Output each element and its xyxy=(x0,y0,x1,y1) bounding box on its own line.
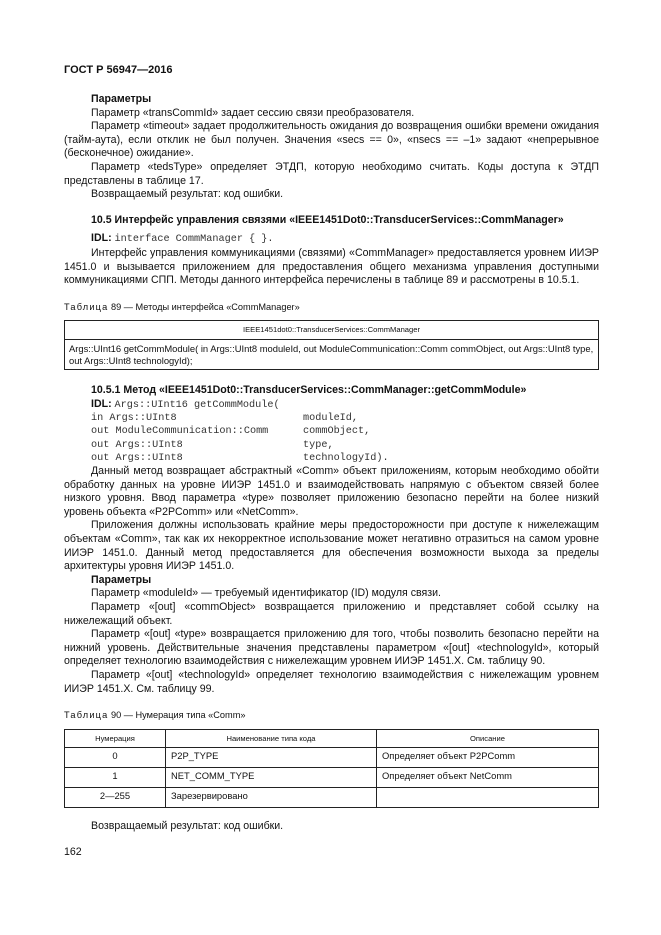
table-89 xyxy=(64,320,599,370)
idl-label: IDL: xyxy=(91,397,112,410)
code-param-type: out Args::UInt8 xyxy=(91,439,183,451)
page-number: 162 xyxy=(64,846,82,858)
paragraph-moduleid: Параметр «moduleId» — требуемый идентификатор (ID) модуля связи. xyxy=(91,587,441,600)
paragraph-commobject: Параметр «[out] «commObject» возвращается приложению и представляет собой ссылку на нижележащий объект. xyxy=(64,601,599,627)
cell-type-name: P2P_TYPE xyxy=(166,748,377,768)
paragraph-commmanager-desc: Интерфейс управления коммуникациями (связями) «CommManager» предоставляется уровнем ИИЭР 1451.0 и вызывается приложением для предоставления общего механизма управления доступными коммуникациями СПП. Методы данного интерфейса перечислены в таблице 89 и рассмотрены в 10.5.1. xyxy=(64,246,599,287)
code-line xyxy=(91,425,599,438)
code-line xyxy=(91,439,599,452)
table-89-header: IEEE1451dot0::TransducerServices::CommManager xyxy=(65,321,599,340)
table-90-caption-label: Таблица xyxy=(64,710,109,721)
table-89-cell: Args::UInt16 getCommModule( in Args::UInt8 moduleId, out ModuleCommunication::Comm commObject, out Args::UInt8 type, out Args::UInt8 technologyId); xyxy=(65,339,599,369)
column-header-type-name: Наименование типа кода xyxy=(166,729,377,748)
cell-type-name: Зарезервировано xyxy=(166,788,377,808)
code-param-type: out ModuleCommunication::Comm xyxy=(91,426,269,438)
code-line xyxy=(91,452,599,465)
table-90 xyxy=(64,729,599,809)
paragraph-method-desc: Данный метод возвращает абстрактный «Comm» объект приложениям, которым необходимо обойти обработку данных на уровне ИИЭР 1451.0 и взаимодействовать напрямую с объектом связей более низкого уровня. Ввод параметра «type» позволяет приложению безопасно перейти на более низкий уровень объекта «P2PComm» или «NetComm». xyxy=(64,465,599,518)
cell-description xyxy=(377,788,599,808)
table-row xyxy=(65,339,599,369)
cell-type-name: NET_COMM_TYPE xyxy=(166,768,377,788)
table-89-caption-text: 89 — Методы интерфейса «CommManager» xyxy=(111,301,300,312)
table-90-caption xyxy=(64,709,599,723)
idl-line-commmanager xyxy=(64,232,599,247)
code-param-type: in Args::UInt8 xyxy=(91,413,177,425)
table-89-caption-label: Таблица xyxy=(64,301,109,312)
page-content xyxy=(64,93,599,834)
table-89-caption xyxy=(64,301,599,315)
paragraph-return-value: Возвращаемый результат: код ошибки. xyxy=(91,188,284,201)
code-param-type: out Args::UInt8 xyxy=(91,452,183,464)
idl-line-getcommmodule xyxy=(64,398,599,413)
section-10-5-1-title: 10.5.1 Метод «IEEE1451Dot0::TransducerServices::CommManager::getCommModule» xyxy=(91,384,527,397)
table-90-caption-text: 90 — Нумерация типа «Comm» xyxy=(111,710,246,721)
paragraph-timeout: Параметр «timeout» задает продолжительность ожидания до возвращения ошибки времени ожидания (тайм-аута), если отклик не был получен. Значения «secs == 0», «nsecs == –1» задают «непрерывное (бесконечное) ожидание». xyxy=(64,120,599,160)
cell-description: Определяет объект P2PComm xyxy=(377,748,599,768)
idl-signature: Args::UInt16 getCommModule( xyxy=(114,399,280,411)
paragraph-tedstype: Параметр «tedsType» определяет ЭТДП, которую необходимо считать. Коды доступа к ЭТДП представлены в таблице 17. xyxy=(64,160,599,187)
paragraph-precautions: Приложения должны использовать крайние меры предосторожности при доступе к нижележащим объектам «Comm», так как их некорректное использование может негативно отразиться на самом уровне ИИЭР 1451.0. Данный метод предоставляется для обеспечения возможности выхода за пределы архитектуры уровня ИИЭР 1451.0. xyxy=(64,519,599,573)
table-row xyxy=(65,788,599,808)
cell-numbering: 0 xyxy=(65,748,166,768)
code-param-name: commObject, xyxy=(303,426,371,438)
cell-numbering: 2—255 xyxy=(65,788,166,808)
table-row xyxy=(65,768,599,788)
idl-parameter-list xyxy=(64,412,599,465)
column-header-numbering: Нумерация xyxy=(65,729,166,748)
paragraph-technologyid: Параметр «[out] «technologyId» определяет технологию взаимодействия с нижележащим уровнем ИИЭР 1451.X. См. таблицу 99. xyxy=(64,669,599,695)
paragraph-return-value-final: Возвращаемый результат: код ошибки. xyxy=(91,820,284,833)
section-10-5-title: 10.5 Интерфейс управления связями «IEEE1451Dot0::TransducerServices::CommManager» xyxy=(91,213,564,226)
cell-description: Определяет объект NetComm xyxy=(377,768,599,788)
document-id-header: ГОСТ Р 56947—2016 xyxy=(64,64,173,76)
paragraph-type: Параметр «[out] «type» возвращается приложению для того, чтобы позволить безопасно перейти на нижний уровень. Действительные значения представлены параметром «[out] «technologyId», который определяет технологию взаимодействия с нижележащим уровнем ИИЭР 1451.X. См. таблицу 90. xyxy=(64,628,599,668)
table-90-header-row xyxy=(65,729,599,748)
code-param-name: moduleId, xyxy=(303,413,359,425)
idl-label: IDL: xyxy=(91,232,112,245)
idl-code: interface CommManager { }. xyxy=(114,234,274,246)
params-heading: Параметры xyxy=(91,93,152,105)
params-heading: Параметры xyxy=(91,573,152,586)
code-param-name: type, xyxy=(303,439,334,451)
table-row xyxy=(65,748,599,768)
paragraph-transcommid: Параметр «transCommId» задает сессию связи преобразователя. xyxy=(91,106,415,119)
column-header-description: Описание xyxy=(377,729,599,748)
code-line xyxy=(91,412,599,425)
cell-numbering: 1 xyxy=(65,768,166,788)
table-89-header-row xyxy=(65,321,599,340)
code-param-name: technologyId). xyxy=(303,452,389,464)
